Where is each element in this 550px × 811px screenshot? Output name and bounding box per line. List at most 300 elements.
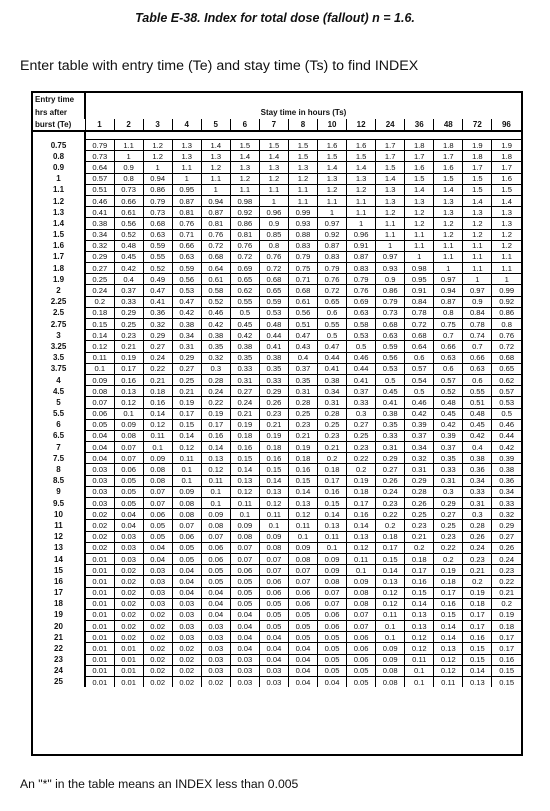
index-cell: 0.01 <box>85 565 114 576</box>
index-cell: 0.39 <box>405 419 434 430</box>
index-cell: 0.35 <box>434 453 463 464</box>
index-cell: 0.12 <box>259 498 288 509</box>
index-cell: 0.62 <box>492 374 521 385</box>
index-cell: 0.49 <box>143 274 172 285</box>
index-cell: 1 <box>172 173 201 184</box>
index-cell: 0.01 <box>85 576 114 587</box>
index-cell: 0.9 <box>376 274 405 285</box>
index-cell: 0.02 <box>85 509 114 520</box>
index-cell: 0.04 <box>259 632 288 643</box>
index-cell: 0.1 <box>376 621 405 632</box>
index-cell: 0.12 <box>376 587 405 598</box>
index-cell: 0.79 <box>347 274 376 285</box>
index-cell: 0.57 <box>85 173 114 184</box>
index-cell: 0.26 <box>259 397 288 408</box>
entry-time-cell: 1.8 <box>33 263 85 274</box>
index-cell: 0.12 <box>434 665 463 676</box>
table-row <box>33 184 521 195</box>
index-cell: 0.04 <box>201 587 230 598</box>
index-cell: 0.72 <box>318 285 347 296</box>
entry-time-cell: 6 <box>33 419 85 430</box>
entry-time-cell: 3 <box>33 330 85 341</box>
index-cell: 0.34 <box>463 475 492 486</box>
index-cell: 0.04 <box>288 677 317 688</box>
index-cell: 0.53 <box>492 397 521 408</box>
index-cell: 0.15 <box>492 665 521 676</box>
index-cell: 0.07 <box>259 565 288 576</box>
index-cell: 1.1 <box>492 263 521 274</box>
index-cell: 0.15 <box>230 453 259 464</box>
index-cell: 0.05 <box>85 419 114 430</box>
index-cell: 0.38 <box>492 464 521 475</box>
index-cell: 0.07 <box>318 598 347 609</box>
index-cell: 0.17 <box>114 363 143 374</box>
index-cell: 0.93 <box>288 218 317 229</box>
index-cell: 0.17 <box>463 621 492 632</box>
index-cell: 0.08 <box>172 509 201 520</box>
index-cell: 0.03 <box>201 632 230 643</box>
index-cell: 0.35 <box>376 419 405 430</box>
index-cell: 0.1 <box>201 498 230 509</box>
index-cell: 0.09 <box>143 453 172 464</box>
entry-time-cell: 1.3 <box>33 207 85 218</box>
index-cell: 0.19 <box>492 609 521 620</box>
index-cell: 0.13 <box>114 386 143 397</box>
index-cell: 0.55 <box>230 296 259 307</box>
index-cell: 0.97 <box>463 285 492 296</box>
index-cell: 0.34 <box>318 386 347 397</box>
index-cell: 0.63 <box>143 229 172 240</box>
table-row <box>33 195 521 206</box>
index-cell: 1.1 <box>434 251 463 262</box>
index-cell: 0.28 <box>288 397 317 408</box>
index-cell: 0.04 <box>114 509 143 520</box>
table-row <box>33 419 521 430</box>
index-cell: 0.04 <box>172 565 201 576</box>
index-cell: 0.08 <box>114 430 143 441</box>
index-cell: 0.64 <box>405 341 434 352</box>
index-cell: 0.1 <box>201 486 230 497</box>
index-cell: 0.19 <box>201 408 230 419</box>
index-cell: 0.04 <box>85 442 114 453</box>
index-cell: 0.51 <box>85 184 114 195</box>
index-cell: 0.56 <box>114 218 143 229</box>
index-cell: 0.23 <box>347 442 376 453</box>
index-cell: 0.13 <box>376 576 405 587</box>
index-cell: 0.52 <box>201 296 230 307</box>
index-cell: 0.44 <box>259 330 288 341</box>
index-cell: 1.2 <box>434 218 463 229</box>
index-cell: 0.92 <box>492 296 521 307</box>
index-cell: 0.32 <box>201 352 230 363</box>
index-cell: 0.63 <box>463 363 492 374</box>
index-cell: 0.1 <box>114 408 143 419</box>
index-cell: 0.12 <box>143 419 172 430</box>
index-cell: 0.18 <box>259 442 288 453</box>
index-cell: 0.2 <box>434 553 463 564</box>
index-cell: 0.14 <box>318 509 347 520</box>
page-title: Table E-38. Index for total dose (fallout) n = 1.6. <box>135 11 415 25</box>
row-header-line-3: burst (Te) <box>33 119 85 131</box>
index-cell: 1.3 <box>172 140 201 151</box>
index-cell: 0.98 <box>405 263 434 274</box>
index-cell: 0.11 <box>347 553 376 564</box>
index-cell: 0.18 <box>143 386 172 397</box>
index-cell: 0.32 <box>492 509 521 520</box>
index-cell: 0.14 <box>172 430 201 441</box>
index-cell: 0.03 <box>172 632 201 643</box>
index-cell: 1.1 <box>463 240 492 251</box>
column-header: 7 <box>259 119 288 131</box>
index-cell: 1.3 <box>347 173 376 184</box>
index-cell: 0.94 <box>434 285 463 296</box>
index-cell: 1.9 <box>463 140 492 151</box>
index-cell: 1.5 <box>318 151 347 162</box>
index-cell: 0.57 <box>434 374 463 385</box>
index-cell: 0.59 <box>376 341 405 352</box>
index-cell: 0.74 <box>463 330 492 341</box>
index-cell: 0.02 <box>143 643 172 654</box>
index-cell: 0.78 <box>463 319 492 330</box>
index-cell: 0.52 <box>114 229 143 240</box>
index-cell: 0.84 <box>463 307 492 318</box>
index-cell: 0.04 <box>143 553 172 564</box>
column-header: 4 <box>172 119 201 131</box>
entry-time-cell: 1.4 <box>33 218 85 229</box>
entry-time-cell: 1.1 <box>33 184 85 195</box>
entry-time-cell: 5.5 <box>33 408 85 419</box>
index-cell: 0.12 <box>201 464 230 475</box>
index-cell: 0.41 <box>318 363 347 374</box>
index-cell: 1.2 <box>492 240 521 251</box>
index-cell: 0.06 <box>347 654 376 665</box>
entry-time-cell: 21 <box>33 632 85 643</box>
index-cell: 0.63 <box>172 251 201 262</box>
index-cell: 0.02 <box>114 565 143 576</box>
index-cell: 0.07 <box>347 609 376 620</box>
index-cell: 1.2 <box>492 229 521 240</box>
index-cell: 0.11 <box>201 475 230 486</box>
index-cell: 0.24 <box>376 486 405 497</box>
index-cell: 1.4 <box>405 184 434 195</box>
table-row <box>33 408 521 419</box>
index-cell: 1 <box>405 251 434 262</box>
index-cell: 0.12 <box>230 486 259 497</box>
index-cell: 0.27 <box>85 263 114 274</box>
index-cell: 0.37 <box>405 430 434 441</box>
index-cell: 0.03 <box>201 654 230 665</box>
index-cell: 0.12 <box>376 598 405 609</box>
index-cell: 0.51 <box>288 319 317 330</box>
index-cell: 1.7 <box>405 151 434 162</box>
index-cell: 0.2 <box>463 576 492 587</box>
index-cell: 0.19 <box>288 442 317 453</box>
table-row <box>33 542 521 553</box>
column-header: 36 <box>405 119 434 131</box>
index-cell: 1.1 <box>347 207 376 218</box>
table-row <box>33 274 521 285</box>
column-header: 3 <box>143 119 172 131</box>
index-cell: 0.05 <box>288 621 317 632</box>
entry-time-cell: 1.5 <box>33 229 85 240</box>
index-cell: 1.1 <box>259 184 288 195</box>
index-cell: 0.38 <box>172 319 201 330</box>
header-spacer-row <box>33 131 521 140</box>
index-cell: 0.68 <box>288 285 317 296</box>
index-cell: 0.22 <box>143 363 172 374</box>
index-cell: 0.27 <box>492 531 521 542</box>
index-cell: 0.28 <box>318 408 347 419</box>
index-cell: 0.06 <box>201 542 230 553</box>
entry-time-cell: 10 <box>33 509 85 520</box>
index-cell: 0.23 <box>376 498 405 509</box>
index-cell: 0.06 <box>288 587 317 598</box>
index-cell: 0.71 <box>172 229 201 240</box>
index-cell: 0.8 <box>434 307 463 318</box>
index-cell: 0.41 <box>143 296 172 307</box>
entry-time-cell: 2.75 <box>33 319 85 330</box>
index-cell: 0.92 <box>318 229 347 240</box>
index-cell: 0.39 <box>434 430 463 441</box>
index-cell: 0.09 <box>376 643 405 654</box>
index-cell: 0.9 <box>463 296 492 307</box>
index-cell: 1.1 <box>492 251 521 262</box>
index-cell: 0.23 <box>259 408 288 419</box>
index-cell: 0.03 <box>114 542 143 553</box>
index-cell: 1.1 <box>318 195 347 206</box>
entry-time-cell: 4 <box>33 374 85 385</box>
index-cell: 0.06 <box>347 632 376 643</box>
entry-time-cell: 7 <box>33 442 85 453</box>
index-cell: 0.05 <box>259 609 288 620</box>
index-cell: 0.02 <box>201 677 230 688</box>
index-cell: 1.1 <box>405 240 434 251</box>
index-cell: 0.08 <box>85 386 114 397</box>
index-cell: 1.6 <box>492 173 521 184</box>
index-cell: 0.35 <box>259 363 288 374</box>
index-cell: 0.46 <box>492 419 521 430</box>
index-cell: 0.54 <box>405 374 434 385</box>
index-cell: 0.29 <box>172 352 201 363</box>
index-cell: 0.36 <box>463 464 492 475</box>
table-row <box>33 531 521 542</box>
index-cell: 1.3 <box>259 162 288 173</box>
index-cell: 0.72 <box>492 341 521 352</box>
index-cell: 0.37 <box>288 363 317 374</box>
entry-time-cell: 12 <box>33 531 85 542</box>
table-row <box>33 576 521 587</box>
index-cell: 1.2 <box>463 218 492 229</box>
index-cell: 0.03 <box>85 498 114 509</box>
index-cell: 0.04 <box>318 677 347 688</box>
index-cell: 0.57 <box>405 363 434 374</box>
index-cell: 0.33 <box>259 374 288 385</box>
footnote: An "*" in the table means an INDEX less than 0.005 <box>20 777 299 791</box>
index-cell: 0.59 <box>143 240 172 251</box>
index-cell: 0.33 <box>463 486 492 497</box>
index-cell: 0.16 <box>114 374 143 385</box>
index-cell: 0.03 <box>230 665 259 676</box>
index-cell: 0.86 <box>376 285 405 296</box>
index-cell: 0.87 <box>172 195 201 206</box>
index-cell: 0.48 <box>259 319 288 330</box>
index-cell: 0.33 <box>376 430 405 441</box>
index-cell: 0.25 <box>172 374 201 385</box>
column-header: 8 <box>288 119 317 131</box>
index-cell: 0.05 <box>172 542 201 553</box>
index-cell: 1.6 <box>318 140 347 151</box>
entry-time-cell: 14 <box>33 553 85 564</box>
index-cell: 1.5 <box>463 173 492 184</box>
index-cell: 0.08 <box>376 677 405 688</box>
index-cell: 1.6 <box>434 162 463 173</box>
index-cell: 0.05 <box>347 665 376 676</box>
index-cell: 0.24 <box>463 542 492 553</box>
index-cell: 1.4 <box>259 151 288 162</box>
index-cell: 0.04 <box>288 654 317 665</box>
index-cell: 0.95 <box>405 274 434 285</box>
index-cell: 0.03 <box>85 475 114 486</box>
entry-time-cell: 0.8 <box>33 151 85 162</box>
index-cell: 0.11 <box>434 677 463 688</box>
index-cell: 1.3 <box>434 195 463 206</box>
index-cell: 0.05 <box>318 632 347 643</box>
entry-time-cell: 2.25 <box>33 296 85 307</box>
index-cell: 0.04 <box>143 542 172 553</box>
index-cell: 0.87 <box>434 296 463 307</box>
index-cell: 1.1 <box>376 229 405 240</box>
index-cell: 0.13 <box>230 475 259 486</box>
index-cell: 0.05 <box>143 531 172 542</box>
index-cell: 0.2 <box>318 453 347 464</box>
index-cell: 0.53 <box>172 285 201 296</box>
index-cell: 0.98 <box>230 195 259 206</box>
index-cell: 1.1 <box>463 251 492 262</box>
index-cell: 0.5 <box>230 307 259 318</box>
entry-time-cell: 8 <box>33 464 85 475</box>
index-cell: 0.85 <box>259 229 288 240</box>
index-cell: 0.58 <box>347 319 376 330</box>
index-cell: 1.5 <box>376 162 405 173</box>
index-cell: 1.1 <box>172 162 201 173</box>
index-cell: 0.21 <box>405 531 434 542</box>
index-cell: 1 <box>318 207 347 218</box>
index-cell: 1.5 <box>405 173 434 184</box>
index-cell: 0.5 <box>405 386 434 397</box>
index-cell: 0.8 <box>259 240 288 251</box>
index-cell: 0.21 <box>172 386 201 397</box>
index-cell: 0.91 <box>405 285 434 296</box>
index-cell: 0.02 <box>143 609 172 620</box>
index-cell: 0.11 <box>288 520 317 531</box>
index-cell: 0.07 <box>114 442 143 453</box>
index-cell: 0.17 <box>492 632 521 643</box>
index-cell: 0.05 <box>114 486 143 497</box>
index-cell: 0.15 <box>463 643 492 654</box>
entry-time-cell: 17 <box>33 587 85 598</box>
entry-time-cell: 1.9 <box>33 274 85 285</box>
index-cell: 0.33 <box>114 296 143 307</box>
entry-time-cell: 15 <box>33 565 85 576</box>
index-cell: 0.73 <box>85 151 114 162</box>
index-cell: 0.08 <box>172 498 201 509</box>
index-cell: 0.38 <box>463 453 492 464</box>
index-cell: 0.05 <box>143 520 172 531</box>
index-cell: 0.04 <box>259 654 288 665</box>
index-cell: 0.08 <box>143 475 172 486</box>
index-cell: 0.09 <box>347 576 376 587</box>
index-cell: 1.3 <box>405 195 434 206</box>
index-cell: 1 <box>347 218 376 229</box>
index-cell: 0.52 <box>143 263 172 274</box>
index-cell: 0.09 <box>288 542 317 553</box>
index-cell: 0.1 <box>230 509 259 520</box>
index-cell: 1.2 <box>434 229 463 240</box>
index-cell: 1.3 <box>492 207 521 218</box>
table-row <box>33 251 521 262</box>
index-cell: 0.79 <box>318 263 347 274</box>
index-cell: 0.05 <box>230 576 259 587</box>
index-cell: 0.19 <box>463 587 492 598</box>
index-cell: 0.02 <box>114 587 143 598</box>
index-cell: 0.17 <box>347 498 376 509</box>
index-cell: 0.16 <box>405 576 434 587</box>
table-row <box>33 632 521 643</box>
index-cell: 0.06 <box>259 587 288 598</box>
index-cell: 0.13 <box>434 643 463 654</box>
index-cell: 1.2 <box>143 140 172 151</box>
index-cell: 0.61 <box>114 207 143 218</box>
index-cell: 0.41 <box>85 207 114 218</box>
table-row <box>33 140 521 151</box>
index-cell: 0.16 <box>288 464 317 475</box>
index-cell: 0.03 <box>201 665 230 676</box>
index-cell: 0.28 <box>201 374 230 385</box>
index-cell: 0.58 <box>201 285 230 296</box>
index-cell: 0.66 <box>172 240 201 251</box>
index-cell: 0.97 <box>318 218 347 229</box>
index-cell: 0.66 <box>114 195 143 206</box>
index-cell: 0.1 <box>172 475 201 486</box>
index-cell: 0.23 <box>434 531 463 542</box>
index-cell: 0.14 <box>85 330 114 341</box>
index-cell: 0.25 <box>114 319 143 330</box>
index-cell: 0.14 <box>463 665 492 676</box>
index-cell: 0.66 <box>463 352 492 363</box>
index-cell: 1.7 <box>434 151 463 162</box>
index-cell: 0.18 <box>230 430 259 441</box>
index-cell: 1 <box>114 151 143 162</box>
index-cell: 1.4 <box>434 184 463 195</box>
index-cell: 0.12 <box>405 643 434 654</box>
index-cell: 0.69 <box>230 263 259 274</box>
index-cell: 0.23 <box>492 565 521 576</box>
index-cell: 1.1 <box>288 184 317 195</box>
index-cell: 0.61 <box>288 296 317 307</box>
index-table <box>33 93 522 687</box>
index-cell: 0.06 <box>318 621 347 632</box>
index-cell: 0.13 <box>463 677 492 688</box>
column-header: 12 <box>347 119 376 131</box>
index-cell: 1.1 <box>114 140 143 151</box>
index-cell: 0.14 <box>230 464 259 475</box>
index-cell: 0.03 <box>143 565 172 576</box>
index-cell: 1 <box>259 195 288 206</box>
index-cell: 0.39 <box>492 453 521 464</box>
index-cell: 0.25 <box>85 274 114 285</box>
entry-time-cell: 5 <box>33 397 85 408</box>
index-cell: 0.51 <box>463 397 492 408</box>
